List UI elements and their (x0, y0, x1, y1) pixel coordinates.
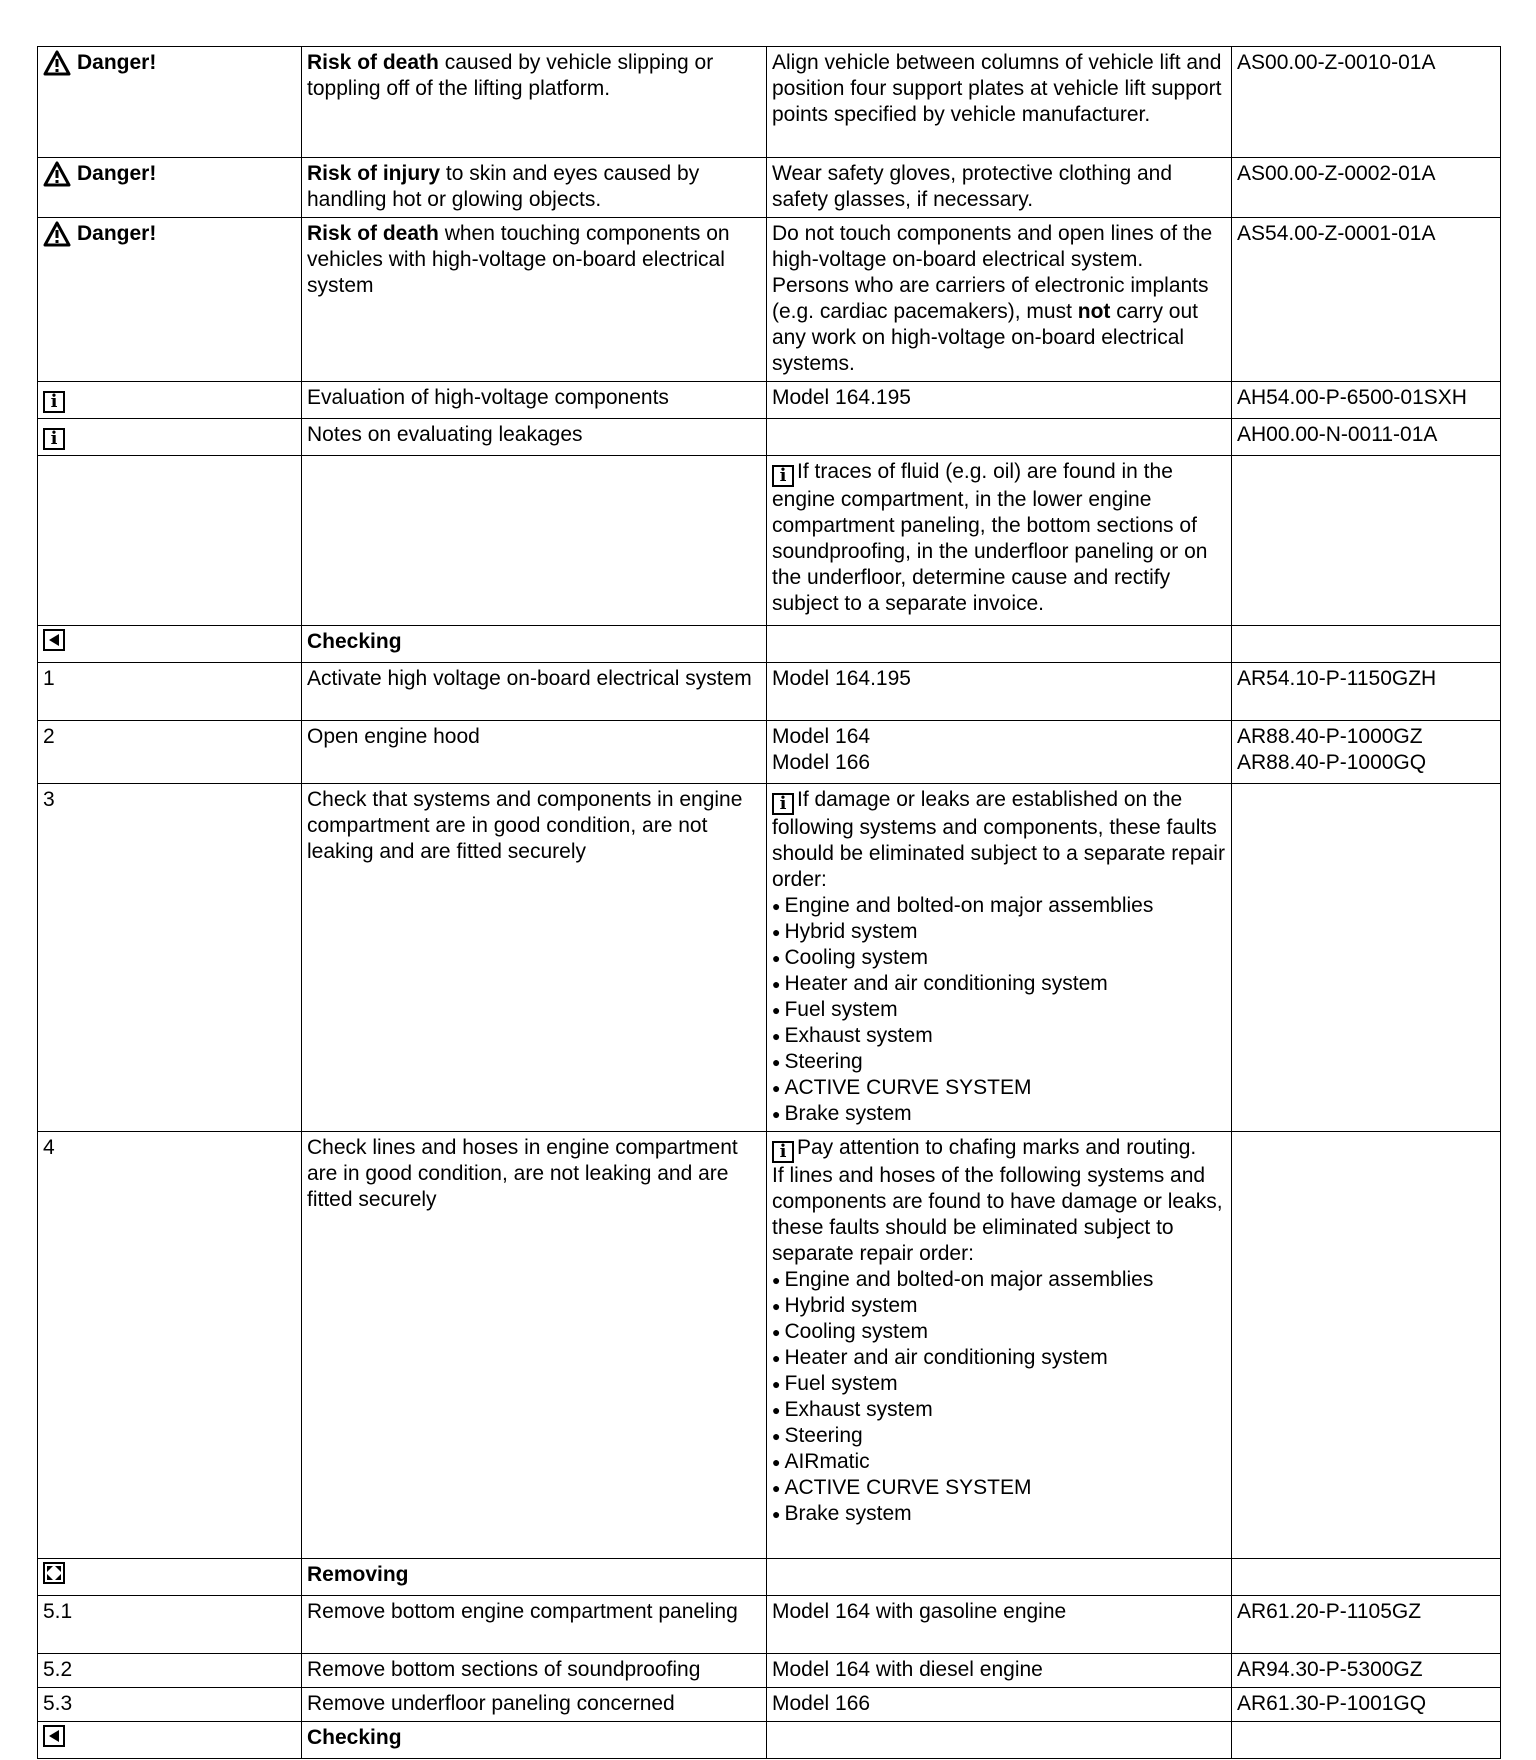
table-row (38, 1559, 1501, 1596)
info-icon: i (772, 1141, 794, 1163)
note-text: If damage or leaks are established on the following systems and components, these faults should be eliminated subject to a separate repair order: (772, 788, 1225, 891)
table-row (38, 1722, 1501, 1759)
list-item: ● Steering (772, 1423, 1226, 1449)
table-row: i Notes on evaluating leakages AH00.00-N-0011-01A (38, 419, 1501, 456)
doc-reference: AR61.20-P-1105GZ (1232, 1596, 1501, 1654)
instruction-text: Wear safety gloves, protective clothing and safety glasses, if necessary. (767, 158, 1232, 218)
doc-reference: AS00.00-Z-0010-01A (1232, 47, 1501, 158)
list-item: ● Brake system (772, 1101, 1226, 1127)
table-row: 5.2 Remove bottom sections of soundproofing Model 164 with diesel engine AR94.30-P-5300GZ (38, 1654, 1501, 1688)
list-item: ● Engine and bolted-on major assemblies (772, 1267, 1226, 1293)
table-row: i Evaluation of high-voltage components Model 164.195 AH54.00-P-6500-01SXH (38, 382, 1501, 419)
warning-triangle-icon (43, 221, 71, 247)
list-item: ● Exhaust system (772, 1397, 1226, 1423)
list-item: ● Brake system (772, 1501, 1226, 1527)
table-row (38, 626, 1501, 663)
info-icon: i (43, 428, 65, 450)
section-heading: Removing (302, 1559, 767, 1596)
list-item: ● Cooling system (772, 945, 1226, 971)
section-heading: Checking (302, 1722, 767, 1759)
doc-reference: AS54.00-Z-0001-01A (1232, 218, 1501, 382)
table-row: 3 Check that systems and components in engine compartment are in good condition, are not leaking and are fitted securely i If damage or leaks are established on the following systems and components, these faults should be eliminated subject to a separate repair order: ● Engine and bolted-on major assemblies ● Hybrid system ● Cooling system ● Heater and air conditioning system ● Fuel system ● Exhaust system ● Steering ● ACTIVE CURVE SYSTEM ● Brake system (38, 784, 1501, 1132)
danger-label: Danger! (43, 50, 296, 76)
doc-reference: AH00.00-N-0011-01A (1232, 419, 1501, 456)
step-number: 5.3 (38, 1688, 302, 1722)
danger-label: Danger! (43, 221, 296, 247)
list-item: ● Fuel system (772, 997, 1226, 1023)
procedure-table (37, 46, 1501, 1759)
table-row: Danger! Risk of injury to skin and eyes caused by handling hot or glowing objects. Wear safety gloves, protective clothing and safety glasses, if necessary. AS00.00-Z-0002-01A (38, 158, 1501, 218)
list-item: ● Hybrid system (772, 919, 1226, 945)
step-number: 5.2 (38, 1654, 302, 1688)
step-number: 1 (38, 663, 302, 721)
table-row (38, 456, 1501, 626)
table-row: 5.1 Remove bottom engine compartment paneling Model 164 with gasoline engine AR61.20-P-1105GZ (38, 1596, 1501, 1654)
table-row: 1 Activate high voltage on-board electrical system Model 164.195 AR54.10-P-1150GZH (38, 663, 1501, 721)
note-text: If lines and hoses of the following systems and components are found to have damage or leaks, these faults should be eliminated subject to separate repair order: (772, 1164, 1223, 1265)
risk-title: Risk of death (307, 222, 439, 245)
doc-reference: AR54.10-P-1150GZH (1232, 663, 1501, 721)
note-text: Pay attention to chafing marks and routing. (797, 1136, 1197, 1159)
step-number: 2 (38, 721, 302, 784)
table-row: 2 Open engine hood Model 164 Model 166 AR88.40-P-1000GZ AR88.40-P-1000GQ (38, 721, 1501, 784)
checking-icon (43, 629, 65, 651)
note-text: If traces of fluid (e.g. oil) are found in the engine compartment, in the lower engine compartment paneling, the bottom sections of soundproofing, in the underfloor paneling or on the underfloor, determine cause and rectify subject to a separate invoice. (772, 460, 1208, 615)
section-heading: Checking (302, 626, 767, 663)
bullet-list (772, 893, 1226, 1127)
table-row: Danger! Risk of death when touching components on vehicles with high-voltage on-board electrical system Do not touch components and open lines of the high-voltage on-board electrical system. Persons who are carriers of electronic implants (e.g. cardiac pacemakers), must not carry out any work on high-voltage on-board electrical systems. AS54.00-Z-0001-01A (38, 218, 1501, 382)
list-item: ● Heater and air conditioning system (772, 971, 1226, 997)
list-item: ● Engine and bolted-on major assemblies (772, 893, 1226, 919)
table-row: Danger! Risk of death caused by vehicle slipping or toppling off of the lifting platform. Align vehicle between columns of vehicle lift and position four support plates at vehicle lift support points specified by vehicle manufacturer. AS00.00-Z-0010-01A (38, 47, 1501, 158)
warning-triangle-icon (43, 50, 71, 76)
warning-triangle-icon (43, 161, 71, 187)
risk-title: Risk of injury (307, 162, 441, 185)
list-item: ● Cooling system (772, 1319, 1226, 1345)
list-item: ● Exhaust system (772, 1023, 1226, 1049)
doc-reference: AH54.00-P-6500-01SXH (1232, 382, 1501, 419)
list-item: ● ACTIVE CURVE SYSTEM (772, 1075, 1226, 1101)
instruction-text: Do not touch components and open lines of the high-voltage on-board electrical system. (772, 222, 1213, 271)
info-icon: i (772, 465, 794, 487)
list-item: ● Steering (772, 1049, 1226, 1075)
info-icon: i (772, 793, 794, 815)
list-item: ● AIRmatic (772, 1449, 1226, 1475)
list-item: ● Fuel system (772, 1371, 1226, 1397)
doc-reference: AR94.30-P-5300GZ (1232, 1654, 1501, 1688)
info-icon: i (43, 391, 65, 413)
bullet-list (772, 1267, 1226, 1527)
removing-icon (43, 1562, 65, 1584)
doc-reference: AS00.00-Z-0002-01A (1232, 158, 1501, 218)
doc-reference: AR88.40-P-1000GZ (1237, 725, 1423, 748)
list-item: ● Hybrid system (772, 1293, 1226, 1319)
doc-reference: AR88.40-P-1000GQ (1237, 751, 1427, 774)
table-row: 5.3 Remove underfloor paneling concerned Model 166 AR61.30-P-1001GQ (38, 1688, 1501, 1722)
danger-label: Danger! (43, 161, 296, 187)
instruction-text: Align vehicle between columns of vehicle lift and position four support plates at vehicle lift support points specified by vehicle manufacturer. (767, 47, 1232, 158)
step-number: 3 (38, 784, 302, 1132)
risk-title: Risk of death (307, 51, 439, 74)
table-row: 4 Check lines and hoses in engine compartment are in good condition, are not leaking and are fitted securely i Pay attention to chafing marks and routing. If lines and hoses of the following systems and components are found to have damage or leaks, these faults should be eliminated subject to separate repair order: ● Engine and bolted-on major assemblies ● Hybrid system ● Cooling system ● Heater and air conditioning system ● Fuel system ● Exhaust system ● Steering ● AIRmatic ● ACTIVE CURVE SYSTEM ● Brake system (38, 1132, 1501, 1559)
list-item: ● Heater and air conditioning system (772, 1345, 1226, 1371)
checking-icon (43, 1725, 65, 1747)
doc-reference: AR61.30-P-1001GQ (1232, 1688, 1501, 1722)
step-number: 4 (38, 1132, 302, 1559)
list-item: ● ACTIVE CURVE SYSTEM (772, 1475, 1226, 1501)
step-number: 5.1 (38, 1596, 302, 1654)
